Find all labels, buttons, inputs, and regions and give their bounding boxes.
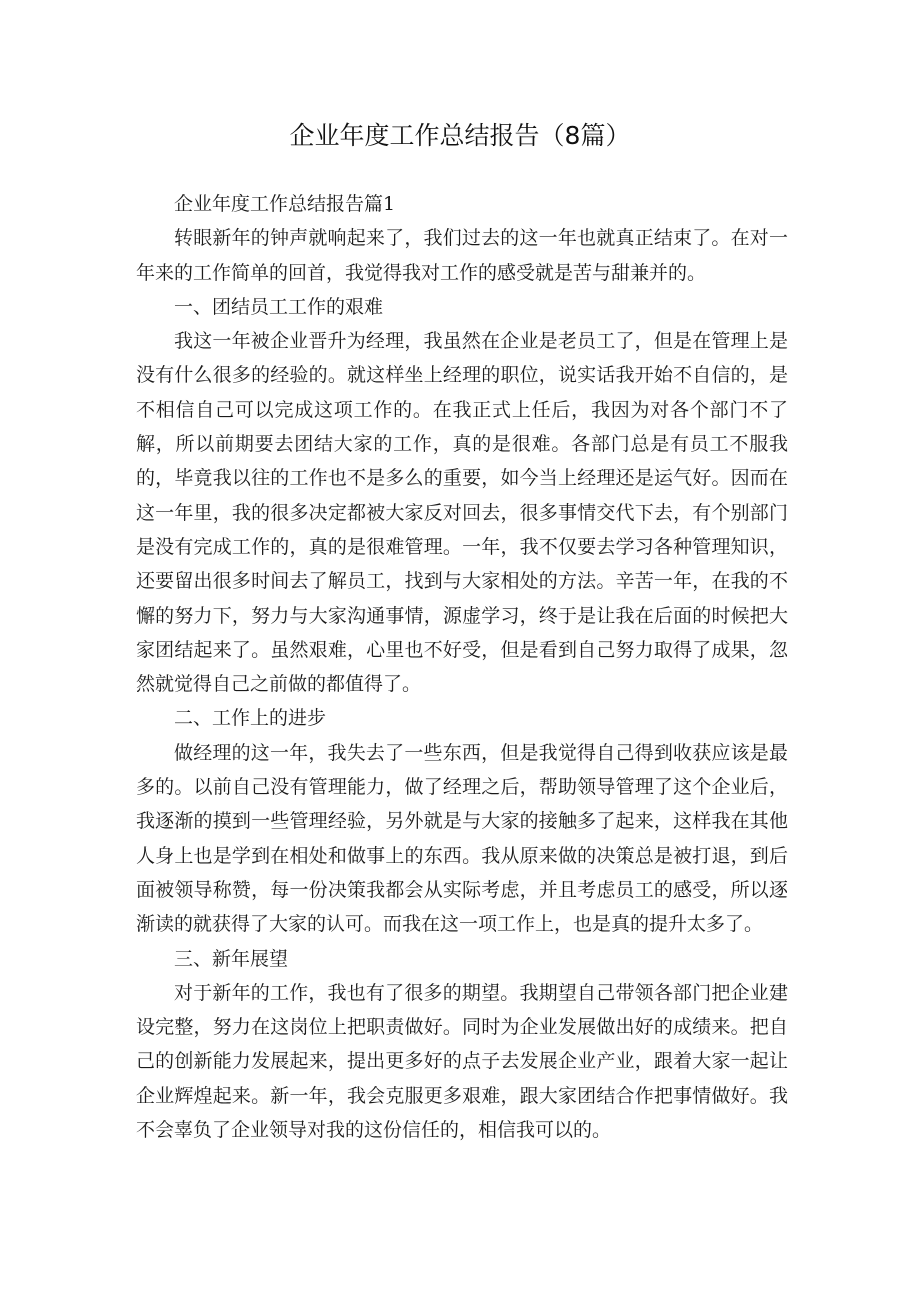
section-heading-article-1: 企业年度工作总结报告篇1 <box>174 193 396 215</box>
paragraph-section-1: 我这一年被企业晋升为经理，我虽然在企业是老员工了，但是在管理上是没有什么很多的经验的。就这样坐上经理的职位，说实话我开始不自信的，是不相信自己可以完成这项工作的。在我正式上任后，我因为对各个部门不了解，所以前期要去团结大家的工作，真的是很难。各部门总是有员工不服我的，毕竟我以往的工作也不是多么的重要，如今当上经理还是运气好。因而在这一年里，我的很多决定都被大家反对回去，很多事情交代下去，有个别部门是没有完成工作的，真的是很难管理。一年，我不仅要去学习各种管理知识，还要留出很多时间去了解员工，找到与大家相处的方法。辛苦一年，在我的不懈的努力下，努力与大家沟通事情，源虚学习，终于是让我在后面的时候把大家团结起来了。虽然艰难，心里也不好受，但是看到自己努力取得了成果，忽然就觉得自己之前做的都值得了。 <box>136 330 788 696</box>
paragraph-section-3: 对于新年的工作，我也有了很多的期望。我期望自己带领各部门把企业建设完整，努力在这岗位上把职责做好。同时为企业发展做出好的成绩来。把自己的创新能力发展起来，提出更多好的点子去发展企业产业，跟着大家一起让企业辉煌起来。新一年，我会克服更多艰难，跟大家团结合作把事情做好。我不会辜负了企业领导对我的这份信任的，相信我可以的。 <box>136 981 788 1142</box>
document-title: 企业年度工作总结报告（8篇） <box>289 121 631 150</box>
paragraph-section-2: 做经理的这一年，我失去了一些东西，但是我觉得自己得到收获应该是最多的。以前自己没有管理能力，做了经理之后，帮助领导管理了这个企业后，我逐渐的摸到一些管理经验，另外就是与大家的接触多了起来，这样我在其他人身上也是学到在相处和做事上的东西。我从原来做的决策总是被打退，到后面被领导称赞，每一份决策我都会从实际考虑，并且考虑员工的感受，所以逐渐读的就获得了大家的认可。而我在这一项工作上，也是真的提升太多了。 <box>136 741 788 936</box>
section-heading-2: 二、工作上的进步 <box>174 707 327 730</box>
document-body <box>136 187 788 1147</box>
section-heading-1: 一、团结员工工作的艰难 <box>174 295 384 318</box>
paragraph-intro: 转眼新年的钟声就响起来了，我们过去的这一年也就真正结束了。在对一年来的工作简单的回首，我觉得我对工作的感受就是苦与甜兼并的。 <box>136 227 788 284</box>
section-heading-3: 三、新年展望 <box>174 947 289 970</box>
